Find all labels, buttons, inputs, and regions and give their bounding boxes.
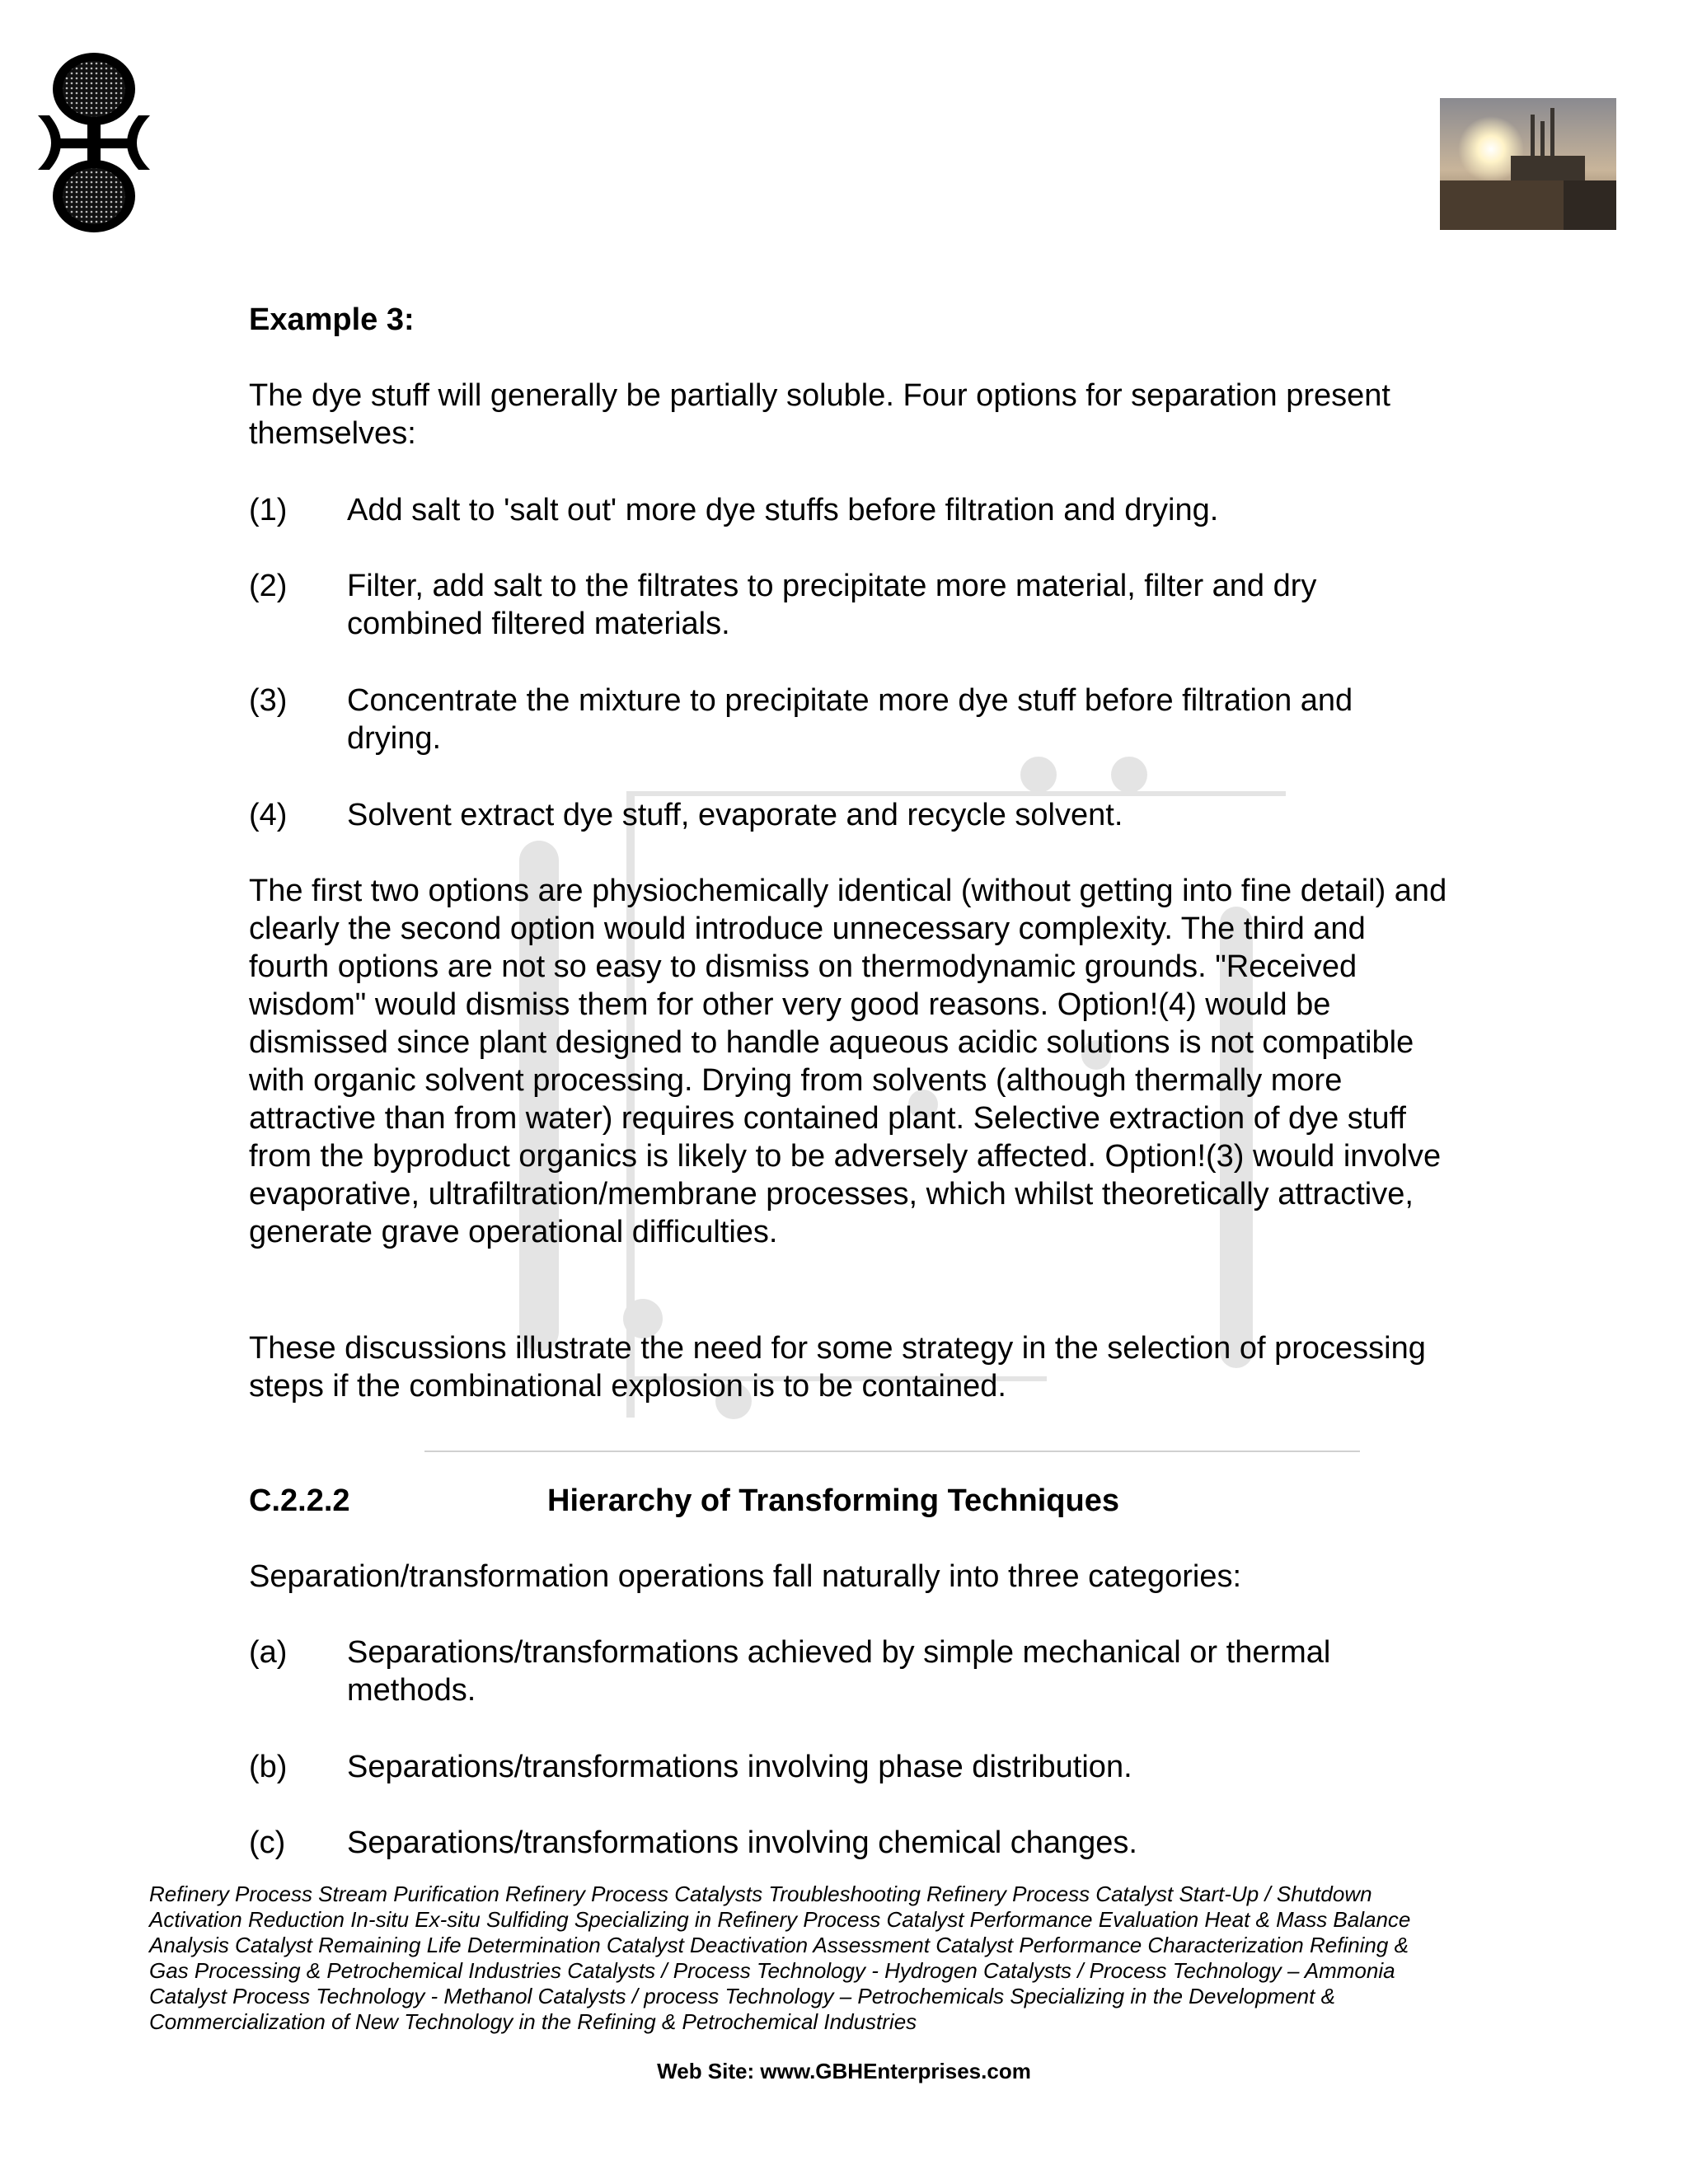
section-number: C.2.2.2 bbox=[249, 1483, 350, 1518]
section-title: Hierarchy of Transforming Techniques bbox=[547, 1483, 1120, 1518]
list-item-text: Separations/transformations achieved by simple mechanical or thermal methods. bbox=[347, 1635, 1331, 1708]
list-item-number: (3) bbox=[249, 683, 288, 718]
footer-website-link[interactable]: Web Site: www.GBHEnterprises.com bbox=[657, 2059, 1031, 2083]
conclusion-paragraph: These discussions illustrate the need for some strategy in the selection of processing steps if the combinational explosion is to be contained. bbox=[249, 1331, 1426, 1404]
section-intro: Separation/transformation operations fall naturally into three categories: bbox=[249, 1559, 1242, 1594]
list-item-text: Add salt to 'salt out' more dye stuffs before filtration and drying. bbox=[347, 493, 1219, 527]
refinery-sunset-photo-icon bbox=[1440, 98, 1616, 230]
list-item-number: (4) bbox=[249, 798, 288, 832]
list-item-text: Solvent extract dye stuff, evaporate and recycle solvent. bbox=[347, 798, 1123, 832]
list-item-number: (b) bbox=[249, 1750, 288, 1784]
footer-services-text: Refinery Process Stream Purification Refinery Process Catalysts Troubleshooting Refinery Process Catalyst Start-Up / Shutdown Activation Reduction In-situ Ex-situ Sulfiding Specializing in Refinery Process Catalyst Performance Evaluation Heat & Mass Balance Analysis Catalyst Remaining Life Determination Catalyst Deactivation Assessment Catalyst Performance Characterization Refining & Gas Processing & Petrochemical Industries Catalysts / Process Technology - Hydrogen Catalysts / Process Technology – Ammonia Catalyst Process Technology - Methanol Catalysts / process Technology – Petrochemicals Specializing in the Development & Commercialization of New Technology in the Refining & Petrochemical Industries bbox=[149, 1882, 1411, 2034]
company-logo bbox=[35, 46, 153, 239]
list-item-number: (a) bbox=[249, 1635, 288, 1670]
list-item-number: (c) bbox=[249, 1825, 286, 1860]
example-intro: The dye stuff will generally be partially soluble. Four options for separation present themselves: bbox=[249, 378, 1390, 451]
divider bbox=[424, 1451, 1360, 1452]
list-item-text: Concentrate the mixture to precipitate more dye stuff before filtration and drying. bbox=[347, 683, 1353, 756]
discussion-paragraph: The first two options are physiochemically identical (without getting into fine detail) and clearly the second option would introduce unnecessary complexity. The third and fourth options are not so easy to dismiss on thermodynamic grounds. "Received wisdom" would dismiss them for other very good reasons. Option!(4) would be dismissed since plant designed to handle aqueous acidic solutions is not compatible with organic solvent processing. Drying from solvents (although thermally more attractive than from water) requires contained plant. Selective extraction of dye stuff from the byproduct organics is likely to be adversely affected. Option!(3) would involve evaporative, ultrafiltration/membrane processes, which whilst theoretically attractive, generate grave operational difficulties. bbox=[249, 874, 1447, 1249]
list-item-text: Separations/transformations involving chemical changes. bbox=[347, 1825, 1137, 1860]
ornamental-symbol-logo-icon bbox=[35, 46, 153, 239]
example-title: Example 3: bbox=[249, 302, 415, 337]
refinery-photo bbox=[1440, 98, 1616, 230]
section-heading bbox=[249, 1482, 1120, 1520]
list-item-number: (1) bbox=[249, 493, 288, 527]
list-item-text: Filter, add salt to the filtrates to precipitate more material, filter and dry combined filtered materials. bbox=[347, 569, 1317, 641]
list-item-text: Separations/transformations involving phase distribution. bbox=[347, 1750, 1132, 1784]
list-item-number: (2) bbox=[249, 569, 288, 603]
